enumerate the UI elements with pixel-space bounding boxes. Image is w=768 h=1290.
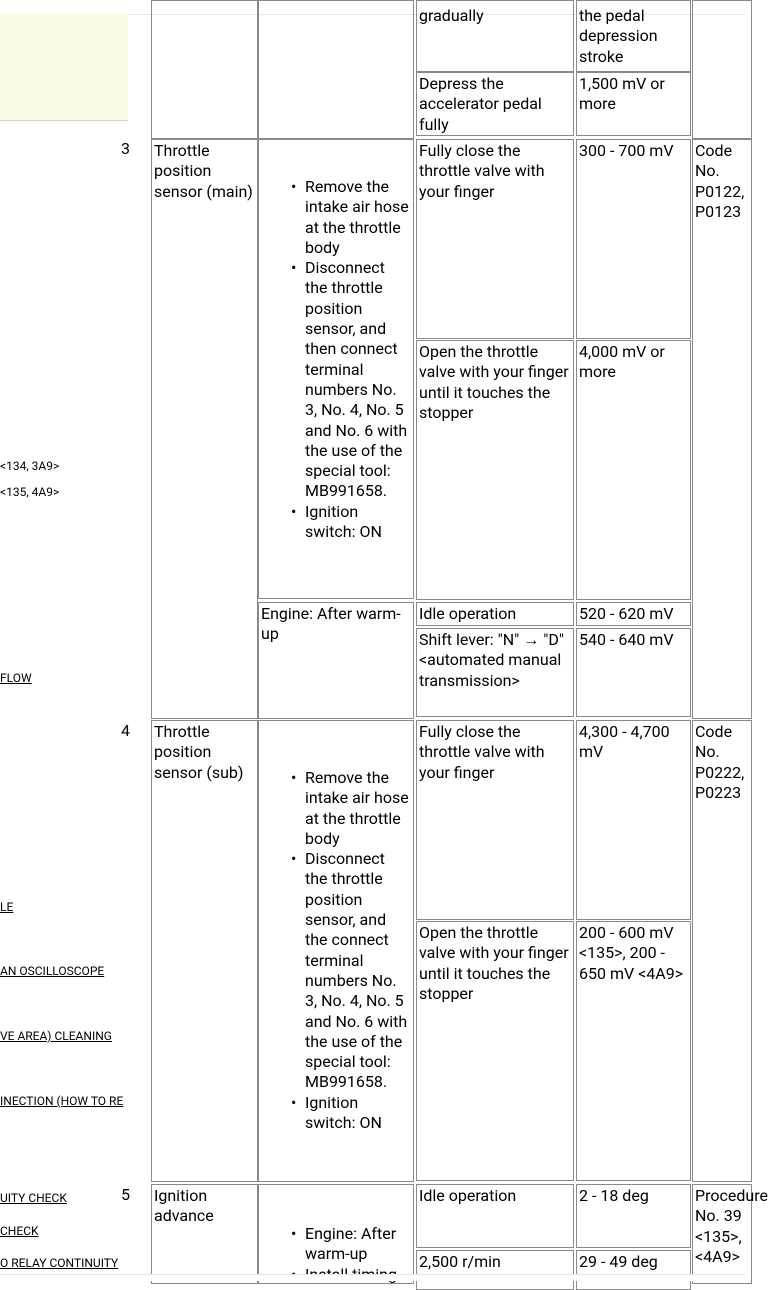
condition-idle: Idle operation xyxy=(416,602,574,626)
sidebar-divider xyxy=(0,120,128,121)
check-item-sub-sensor: Throttle position sensor (sub) xyxy=(151,720,258,1182)
procedure-main-sensor xyxy=(258,139,414,599)
remark-main-sensor: Code No. P0122, P0123 xyxy=(692,139,752,719)
normal-2500-rpm: 29 - 49 deg xyxy=(576,1250,691,1290)
procedure-step: • Remove the intake air hose at the throttle body xyxy=(289,177,409,258)
table-cell xyxy=(151,0,258,139)
procedure-sub-sensor xyxy=(258,720,414,1182)
row-number: 3 xyxy=(121,139,130,158)
procedure-step: • Disconnect the throttle position sensor, and then connect terminal numbers No. 3, No. 4, No. 5 and No. 6 with the use of the special tool: MB991658. xyxy=(289,258,409,502)
condition-2500-rpm: 2,500 r/min xyxy=(416,1250,574,1290)
condition-gradually: gradually xyxy=(416,0,574,72)
condition-close-throttle: Fully close the throttle valve with your finger xyxy=(416,139,574,339)
sidebar-link-continuity-check[interactable]: UITY CHECK xyxy=(0,1191,67,1205)
sidebar-highlight xyxy=(0,14,128,120)
condition-depress-pedal: Depress the accelerator pedal fully xyxy=(416,72,574,136)
normal-idle: 520 - 620 mV xyxy=(576,602,691,626)
sidebar-link-connection[interactable]: INECTION (HOW TO RE xyxy=(0,1094,124,1108)
condition-idle-ignition: Idle operation xyxy=(416,1184,574,1248)
remark-sub-sensor: Code No. P0222, P0223 xyxy=(692,720,752,1182)
sidebar-item-135-4a9: <135, 4A9> xyxy=(0,485,60,499)
row-number: 4 xyxy=(121,721,130,740)
normal-shift-lever: 540 - 640 mV xyxy=(576,628,691,717)
sidebar xyxy=(0,14,128,1280)
check-item-main-sensor: Throttle position sensor (main) xyxy=(151,139,258,719)
sidebar-link-relay-continuity[interactable]: O RELAY CONTINUITY xyxy=(0,1256,119,1270)
procedure-step: • Remove the intake air hose at the throttle body xyxy=(289,768,409,849)
normal-pedal-stroke: the pedal depression stroke xyxy=(576,0,691,72)
sidebar-link-le[interactable]: LE xyxy=(0,900,14,914)
procedure-engine-warm: Engine: After warm-up xyxy=(258,602,414,719)
condition-open-throttle-sub: Open the throttle valve with your finger until it touches the stopper xyxy=(416,921,574,1181)
normal-open-throttle-sub: 200 - 600 mV <135>, 200 - 650 mV <4A9> xyxy=(576,921,691,1181)
row-number: 5 xyxy=(121,1185,130,1204)
sidebar-item-134-3a9: <134, 3A9> xyxy=(0,459,60,473)
condition-close-throttle-sub: Fully close the throttle valve with your finger xyxy=(416,720,574,920)
normal-close-throttle-sub: 4,300 - 4,700 mV xyxy=(576,720,691,920)
table-cell xyxy=(692,0,752,139)
normal-close-throttle: 300 - 700 mV xyxy=(576,139,691,339)
procedure-step: • Engine: After warm-up xyxy=(289,1224,409,1265)
normal-idle-ignition: 2 - 18 deg xyxy=(576,1184,691,1248)
sidebar-link-oscilloscope[interactable]: AN OSCILLOSCOPE xyxy=(0,964,105,978)
procedure-ignition xyxy=(258,1184,414,1284)
table-cell xyxy=(258,0,414,139)
condition-open-throttle: Open the throttle valve with your finger until it touches the stopper xyxy=(416,340,574,600)
procedure-step: • Ignition switch: ON xyxy=(289,502,409,543)
normal-open-throttle: 4,000 mV or more xyxy=(576,340,691,600)
bottom-bar xyxy=(0,1274,745,1281)
sidebar-link-flow[interactable]: FLOW xyxy=(0,671,32,685)
condition-shift-lever: Shift lever: "N" → "D" <automated manual transmission> xyxy=(416,628,574,717)
check-item-ignition: Ignition advance xyxy=(151,1184,258,1284)
sidebar-link-check[interactable]: CHECK xyxy=(0,1224,39,1238)
normal-depress-pedal: 1,500 mV or more xyxy=(576,72,691,136)
procedure-step: • Ignition switch: ON xyxy=(289,1093,409,1134)
remark-ignition: Procedure No. 39 <135>, <4A9> xyxy=(692,1184,752,1284)
sidebar-link-cleaning[interactable]: VE AREA) CLEANING xyxy=(0,1029,112,1043)
procedure-step: • Disconnect the throttle position sensor, and the connect terminal numbers No. 3, No. 4, No. 5 and No. 6 with the use of the special tool: MB991658. xyxy=(289,849,409,1093)
